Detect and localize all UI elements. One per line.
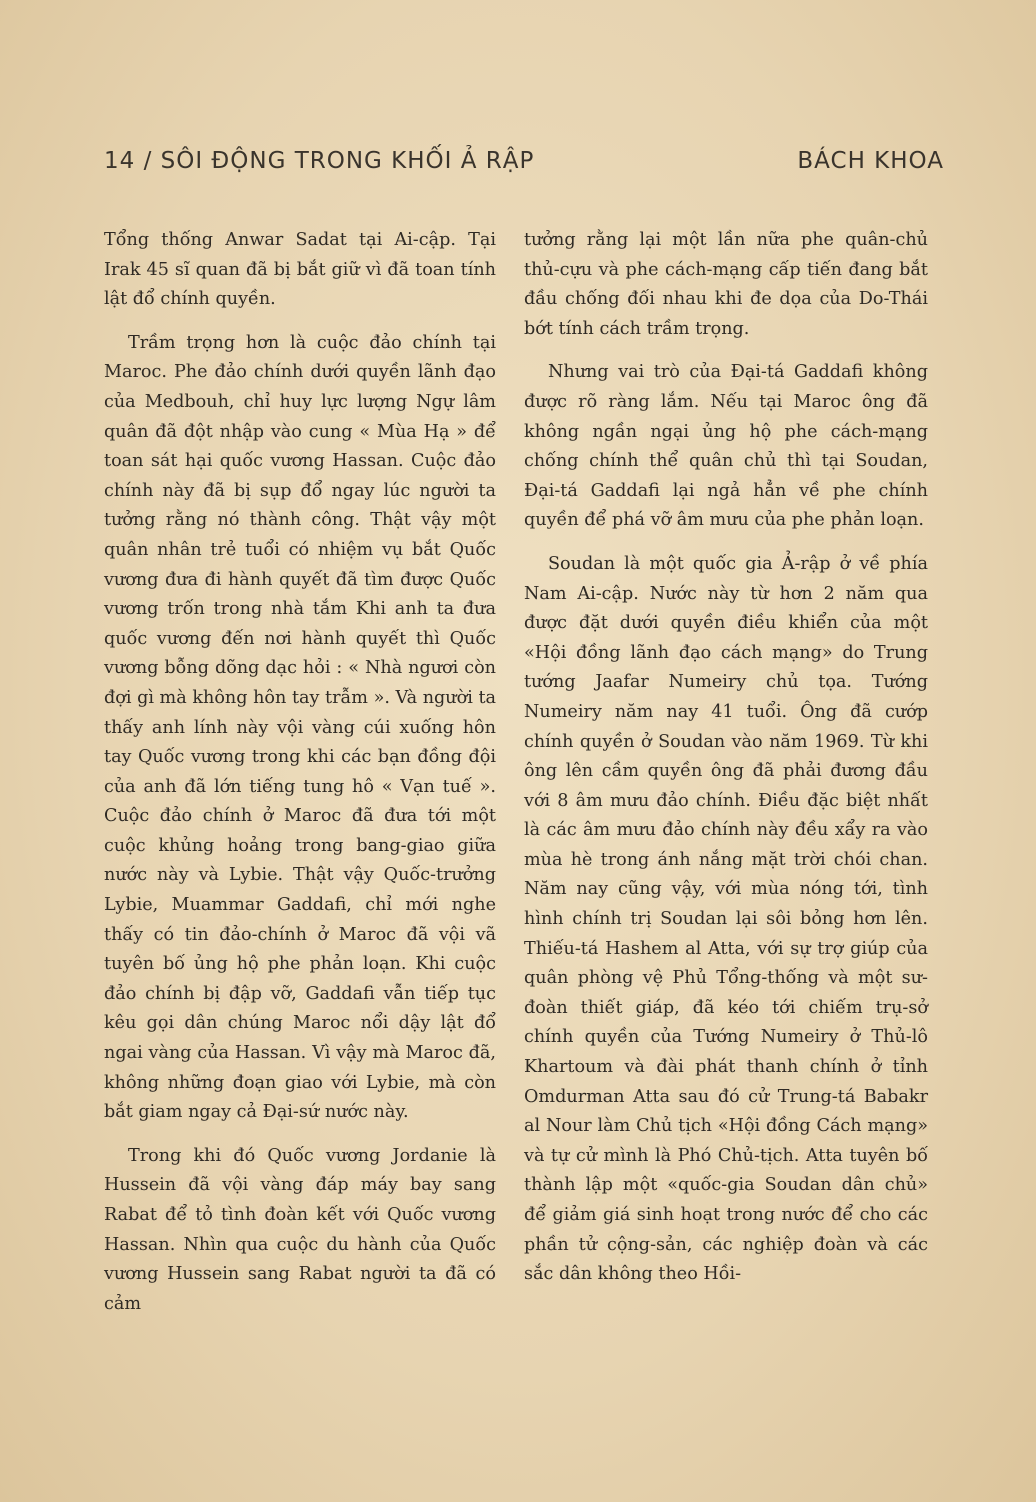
left-column <box>104 226 496 1319</box>
paragraph: Tổng thống Anwar Sadat tại Ai-cập. Tại Irak 45 sĩ quan đã bị bắt giữ vì đã toan tính lật đổ chính quyền. <box>104 230 496 310</box>
page-header <box>104 148 944 174</box>
paragraph: Soudan là một quốc gia Ả-rập ở về phía Nam Ai-cập. Nước này từ hơn 2 năm qua được đặt dưới quyền điều khiển của một «Hội đồng lãnh đạo cách mạng» do Trung tướng Jaafar Numeiry chủ tọa. Tướng Numeiry năm nay 41 tuổi. Ông đã cướp chính quyền ở Soudan vào năm 1969. Từ khi ông lên cầm quyền ông đã phải đương đầu với 8 âm mưu đảo chính. Điều đặc biệt nhất là các âm mưu đảo chính này đều xẩy ra vào mùa hè trong ánh nắng mặt trời chói chan. Năm nay cũng vậy, với mùa nóng tới, tình hình chính trị Soudan lại sôi bỏng hơn lên. Thiếu-tá Hashem al Atta, với sự trợ giúp của quân phòng vệ Phủ Tổng-thống và một sư-đoàn thiết giáp, đã kéo tới chiếm trụ-sở chính quyền của Tướng Numeiry ở Thủ-lô Khartoum và đài phát thanh chính ở tỉnh Omdurman Atta sau đó cử Trung-tá Babakr al Nour làm Chủ tịch «Hội đồng Cách mạng» và tự cử mình là Phó Chủ-tịch. Atta tuyên bố thành lập một «quốc-gia Soudan dân chủ» để giảm giá sinh hoạt trong nước để cho các phần tử cộng-sản, các nghiệp đoàn và các sắc dân không theo Hồi- <box>524 553 928 1285</box>
paragraph: Trong khi đó Quốc vương Jordanie là Hussein đã vội vàng đáp máy bay sang Rabat để tỏ tình đoàn kết với Quốc vương Hassan. Nhìn qua cuộc du hành của Quốc vương Hussein sang Rabat người ta đã có cảm <box>104 1145 496 1314</box>
paragraph: tưởng rằng lại một lần nữa phe quân-chủ thủ-cựu và phe cách-mạng cấp tiến đang bắt đầu chống đối nhau khi đe dọa của Do-Thái bớt tính cách trầm trọng. <box>524 230 928 339</box>
magazine-name: BÁCH KHOA <box>797 148 944 174</box>
running-title: 14 / SÔI ĐỘNG TRONG KHỐI Ả RẬP <box>104 148 535 174</box>
paragraph: Trầm trọng hơn là cuộc đảo chính tại Maroc. Phe đảo chính dưới quyền lãnh đạo của Medbouh, chỉ huy lực lượng Ngự lâm quân đã đột nhập vào cung « Mùa Hạ » để toan sát hại quốc vương Hassan. Cuộc đảo chính này đã bị sụp đổ ngay lúc người ta tưởng rằng nó thành công. Thật vậy một quân nhân trẻ tuổi có nhiệm vụ bắt Quốc vương đưa đi hành quyết đã tìm được Quốc vương trốn trong nhà tắm Khi anh ta đưa quốc vương đến nơi hành quyết thì Quốc vương bỗng dõng dạc hỏi : « Nhà ngươi còn đợi gì mà không hôn tay trẫm ». Và người ta thấy anh lính này vội vàng cúi xuống hôn tay Quốc vương trong khi các bạn đồng đội của anh đã lớn tiếng tung hô « Vạn tuế ». Cuộc đảo chính ở Maroc đã đưa tới một cuộc khủng hoảng trong bang-giao giữa nước này và Lybie. Thật vậy Quốc-trưởng Lybie, Muammar Gaddafi, chỉ mới nghe thấy có tin đảo-chính ở Maroc đã vội vã tuyên bố ủng hộ phe phản loạn. Khi cuộc đảo chính bị đập vỡ, Gaddafi vẫn tiếp tục kêu gọi dân chúng Maroc nổi dậy lật đổ ngai vàng của Hassan. Vì vậy mà Maroc đã, không những đoạn giao với Lybie, mà còn bắt giam ngay cả Đại-sứ nước này. <box>104 332 496 1123</box>
paragraph: Nhưng vai trò của Đại-tá Gaddafi không được rõ ràng lắm. Nếu tại Maroc ông đã không ngần ngại ủng hộ phe cách-mạng chống chính thể quân chủ thì tại Soudan, Đại-tá Gaddafi lại ngả hẳn về phe chính quyền để phá vỡ âm mưu của phe phản loạn. <box>524 362 928 531</box>
right-column <box>524 226 928 1290</box>
